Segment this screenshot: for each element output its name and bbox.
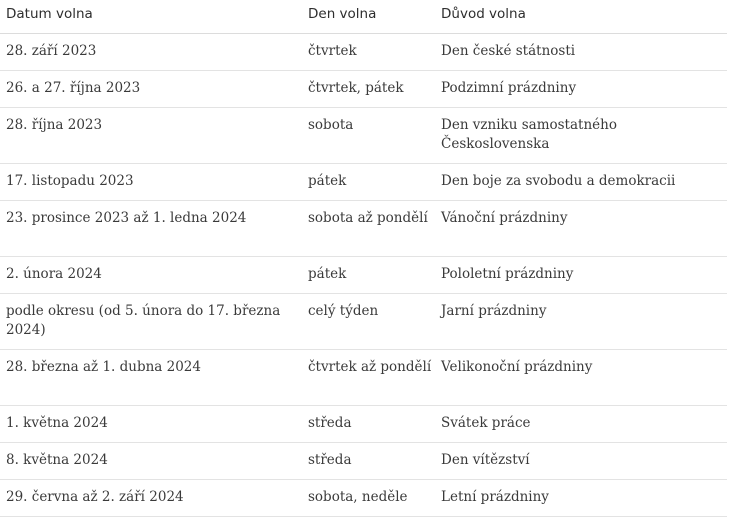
cell-day: čtvrtek, pátek — [308, 71, 441, 108]
cell-date: 8. května 2024 — [0, 443, 308, 480]
cell-reason: Vánoční prázdniny — [441, 201, 727, 257]
table-row — [0, 443, 727, 480]
table-row — [0, 480, 727, 517]
table-row — [0, 164, 727, 201]
cell-reason: Den vítězství — [441, 443, 727, 480]
cell-day: sobota až pondělí — [308, 201, 441, 257]
table-row — [0, 108, 727, 164]
cell-day: čtvrtek — [308, 34, 441, 71]
cell-day: pátek — [308, 257, 441, 294]
table-row — [0, 350, 727, 406]
cell-day: sobota, neděle — [308, 480, 441, 517]
cell-day: středa — [308, 443, 441, 480]
cell-date: 29. června až 2. září 2024 — [0, 480, 308, 517]
cell-reason: Pololetní prázdniny — [441, 257, 727, 294]
cell-day: čtvrtek až pondělí — [308, 350, 441, 406]
table-row — [0, 406, 727, 443]
cell-date: 28. října 2023 — [0, 108, 308, 164]
cell-date: 17. listopadu 2023 — [0, 164, 308, 201]
header-duvod-volna: Důvod volna — [441, 0, 727, 34]
cell-date: 28. března až 1. dubna 2024 — [0, 350, 308, 406]
cell-reason: Den české státnosti — [441, 34, 727, 71]
table-row — [0, 201, 727, 257]
table-row — [0, 257, 727, 294]
cell-date: 23. prosince 2023 až 1. ledna 2024 — [0, 201, 308, 257]
cell-reason: Velikonoční prázdniny — [441, 350, 727, 406]
table-row — [0, 294, 727, 350]
cell-reason: Letní prázdniny — [441, 480, 727, 517]
cell-day: celý týden — [308, 294, 441, 350]
header-datum-volna: Datum volna — [0, 0, 308, 34]
cell-date: 26. a 27. října 2023 — [0, 71, 308, 108]
cell-day: pátek — [308, 164, 441, 201]
cell-date: 2. února 2024 — [0, 257, 308, 294]
table-row — [0, 71, 727, 108]
cell-date: podle okresu (od 5. února do 17. března 2024) — [0, 294, 308, 350]
cell-date: 1. května 2024 — [0, 406, 308, 443]
header-den-volna: Den volna — [308, 0, 441, 34]
cell-reason: Svátek práce — [441, 406, 727, 443]
cell-reason: Den boje za svobodu a demokracii — [441, 164, 727, 201]
cell-reason: Jarní prázdniny — [441, 294, 727, 350]
cell-reason: Podzimní prázdniny — [441, 71, 727, 108]
cell-day: středa — [308, 406, 441, 443]
cell-date: 28. září 2023 — [0, 34, 308, 71]
table-row — [0, 34, 727, 71]
cell-day: sobota — [308, 108, 441, 164]
table-header-row — [0, 0, 727, 34]
cell-reason: Den vzniku samostatného Československa — [441, 108, 727, 164]
